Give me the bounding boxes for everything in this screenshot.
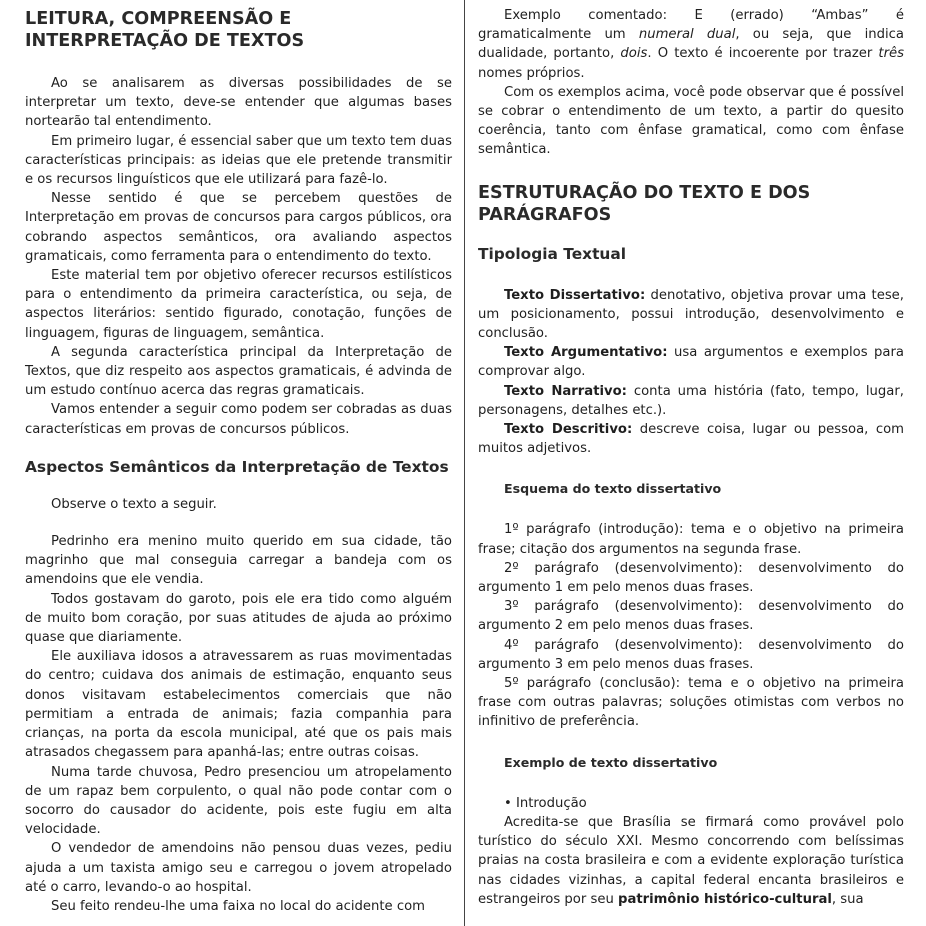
story-paragraph: O vendedor de amendoins não pensou duas vezes, pediu ajuda a um taxista amigo seu e carregou o jovem atropelado até o carro, levando-o ao hospital.	[25, 841, 452, 895]
story-paragraph: Numa tarde chuvosa, Pedro presenciou um atropelamento de um rapaz bem corpulento, o qual não pode contar com o socorro do causador do acidente, pois este fugiu em alta velocidade.	[25, 764, 452, 838]
paragraph: Este material tem por objetivo oferecer recursos estilísticos para o entendimento da primeira característica, ou seja, de aspectos literários: sentido figurado, conotação, funções de linguagem, figuras de linguagem, semântica.	[25, 268, 452, 341]
bullet-introducao: • Introdução	[504, 795, 587, 811]
story-paragraph: Ele auxiliava idosos a atravessarem as ruas movimentadas do centro; cuidava dos animais de estimação, enquanto seus donos visitavam estabelecimentos comerciais que não permitiam a entrada de animais; fazia companhia para crianças, na porta da escola municipal, até que os pais mais atrasados chegassem para apanhá-las; entre outras coisas.	[25, 649, 452, 761]
section-title: Aspectos Semânticos da Interpretação de Textos	[25, 457, 449, 476]
paragraph: Nesse sentido é que se percebem questões de Interpretação em provas de concursos para cargos públicos, ora cobrando aspectos semânticos, ora avaliando aspectos gramaticais, como ferramenta para o entendimento do texto.	[25, 191, 452, 264]
story-paragraph: Seu feito rendeu-lhe uma faixa no local do acidente com	[51, 898, 426, 914]
type-definition: Texto Argumentativo: usa argumentos e exemplos para comprovar algo.	[478, 345, 905, 380]
main-title: LEITURA, COMPREENSÃO E INTERPRETAÇÃO DE TEXTOS	[25, 9, 305, 51]
paragraph: Com os exemplos acima, você pode observar que é possível se cobrar o entendimento de um texto, a partir do quesito coerência, tanto com ênfase gramatical, como com ênfase semântica.	[478, 84, 904, 158]
story-paragraph: Todos gostavam do garoto, pois ele era tido como alguém de muito bom coração, por suas atitudes de ajuda ao próximo quase que diariamente.	[25, 591, 452, 646]
paragraph: Observe o texto a seguir.	[51, 496, 217, 512]
paragraph: Vamos entender a seguir como podem ser cobradas as duas características em provas de concursos públicos.	[25, 402, 452, 437]
esquema-item: 4º parágrafo (desenvolvimento): desenvolvimento do argumento 3 em pelo menos duas frases.	[478, 637, 904, 672]
right-column	[478, 0, 904, 909]
story-paragraph: Pedrinho era menino muito querido em sua cidade, tão magrinho que mal conseguia carregar a bandeja com os amendoins que ele vendia.	[25, 534, 452, 588]
example-paragraph: Acredita-se que Brasília se firmará como provável polo turístico do século XXI. Mesmo concorrendo com belíssimas praias na costa brasileira e com a evidente exploração turística nas cidades vizinhas, a capital federal encanta brasileiros e estrangeiros por seu patrimônio histórico-cultural, sua	[478, 814, 904, 907]
esquema-title: Esquema do texto dissertativo	[504, 481, 722, 497]
esquema-item: 1º parágrafo (introdução): tema e o objetivo na primeira frase; citação dos argumentos na segunda frase.	[478, 522, 904, 557]
tipologia-title: Tipologia Textual	[478, 244, 627, 263]
column-divider	[464, 0, 465, 926]
example-comment: Exemplo comentado: E (errado) “Ambas” é gramaticalmente um numeral dual, ou seja, que indica dualidade, portanto, dois. O texto é incoerente por trazer três nomes próprios.	[478, 8, 904, 81]
type-definition: Texto Dissertativo: denotativo, objetiva provar uma tese, um posicionamento, possui introdução, desenvolvimento e conclusão.	[478, 287, 904, 342]
type-definition: Texto Descritivo: descreve coisa, lugar ou pessoa, com muitos adjetivos.	[478, 422, 905, 457]
paragraph: Em primeiro lugar, é essencial saber que um texto tem duas características principais: as ideias que ele pretende transmitir e os recursos linguísticos que ele utilizará para fazê-lo.	[25, 133, 452, 188]
left-column	[25, 0, 452, 916]
paragraph: A segunda característica principal da Interpretação de Textos, que diz respeito aos aspectos gramaticais, é advinda de um estudo contínuo acerca das regras gramaticais.	[25, 344, 452, 399]
type-definition: Texto Narrativo: conta uma história (fato, tempo, lugar, personagens, detalhes etc.).	[478, 383, 904, 418]
esquema-item: 5º parágrafo (conclusão): tema e o objetivo na primeira frase com outras palavras; soluções otimistas com verbos no infinitivo de preferência.	[478, 676, 904, 730]
esquema-item: 2º parágrafo (desenvolvimento): desenvolvimento do argumento 1 em pelo menos duas frases.	[478, 560, 904, 596]
exemplo-title: Exemplo de texto dissertativo	[504, 754, 718, 770]
esquema-item: 3º parágrafo (desenvolvimento): desenvolvimento do argumento 2 em pelo menos duas frases.	[478, 599, 904, 634]
paragraph: Ao se analisarem as diversas possibilidades de se interpretar um texto, deve-se entender que algumas bases nortearão tal entendimento.	[25, 76, 452, 130]
section-main-title: ESTRUTURAÇÃO DO TEXTO E DOS PARÁGRAFOS	[478, 182, 811, 225]
